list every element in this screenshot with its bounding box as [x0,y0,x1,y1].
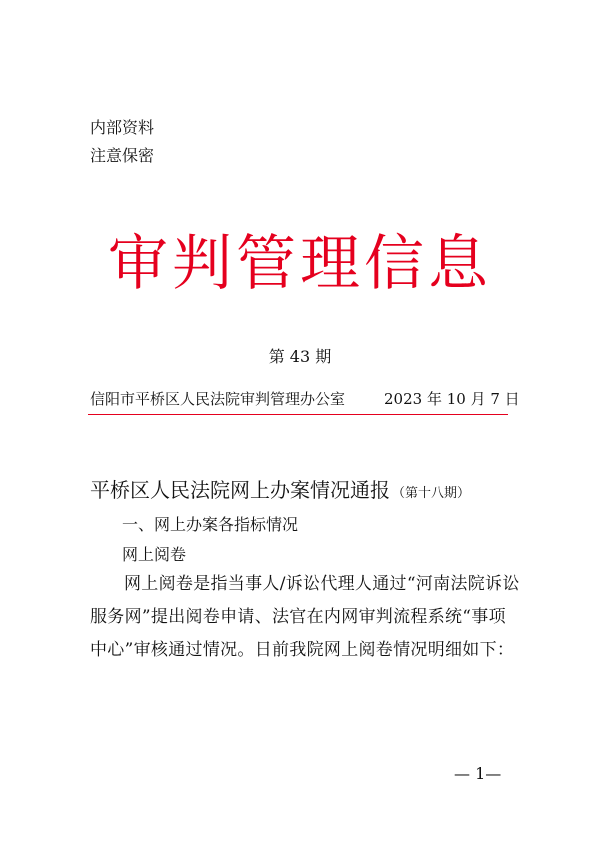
classification-internal: 内部资料 [90,118,155,137]
red-divider-line [88,414,508,415]
publisher-org: 信阳市平桥区人民法院审判管理办公室 [90,390,346,408]
article-headline-note: （第十八期） [392,486,471,501]
page-number: — 1— [454,764,502,783]
article-headline [90,474,470,503]
classification-block [90,114,154,170]
article-headline-text: 平桥区人民法院网上办案情况通报 [90,478,390,502]
classification-confidential: 注意保密 [90,146,155,165]
subsection-heading: 网上阅卷 [122,545,187,564]
section-heading: 一、网上办案各指标情况 [122,515,299,534]
publish-date: 2023 年 10 月 7 日 [384,390,520,408]
masthead-title: 审判管理信息 [108,229,492,299]
issue-number: 第 43 期 [268,347,332,366]
body-paragraph: 网上阅卷是指当事人/诉讼代理人通过“河南法院诉讼服务网”提出阅卷申请、法官在内网审判流程系统“事项中心”审核通过情况。日前我院网上阅卷情况明细如下： [90,574,520,660]
